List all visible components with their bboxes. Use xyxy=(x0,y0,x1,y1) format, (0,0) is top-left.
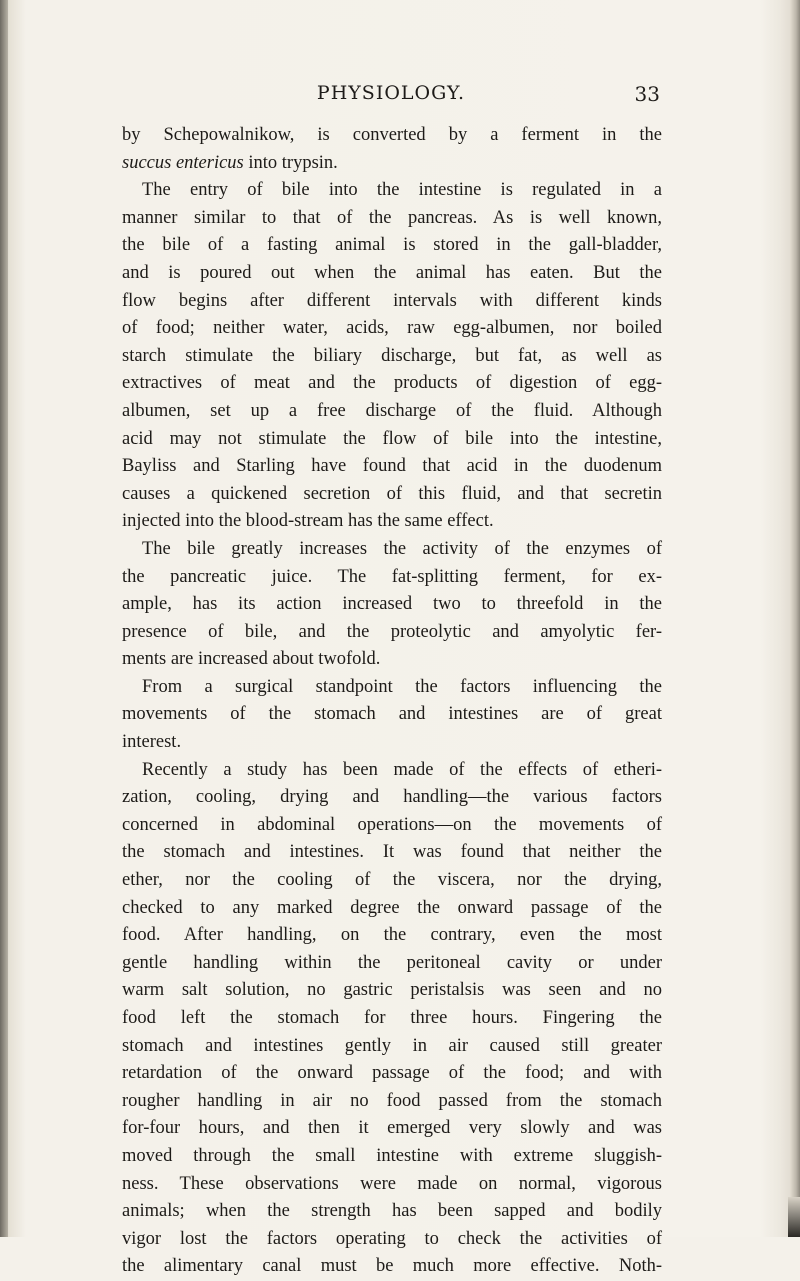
text-line: The entry of bile into the intestine is regulated in a xyxy=(142,180,662,201)
text-line: the alimentary canal must be much more effective. Noth- xyxy=(122,1256,662,1277)
text-line: the bile of a fasting animal is stored in the gall-bladder, xyxy=(122,235,662,256)
text-line: From a surgical standpoint the factors influencing the xyxy=(142,676,662,697)
text-line: by Schepowalnikow, is converted by a ferment in the xyxy=(122,125,662,145)
text-line: retardation of the onward passage of the food; and with xyxy=(122,1063,662,1084)
text-line: rougher handling in air no food passed from the stomach xyxy=(122,1090,662,1111)
text-line: movements of the stomach and intestines are of great xyxy=(122,704,662,725)
text-line: extractives of meat and the products of digestion of egg- xyxy=(122,373,662,394)
italic-term: succus entericus xyxy=(122,152,244,173)
text-line: food. After handling, on the contrary, even the most xyxy=(122,925,662,946)
text-line: acid may not stimulate the flow of bile into the intestine, xyxy=(122,428,662,449)
text-line xyxy=(122,150,662,178)
text-line: albumen, set up a free discharge of the fluid. Although xyxy=(122,400,662,421)
text-line: Recently a study has been made of the effects of etheri- xyxy=(142,759,662,780)
text-line: presence of bile, and the proteolytic and amyolytic fer- xyxy=(122,621,662,642)
page-binding-edge xyxy=(0,0,8,1237)
text-line: flow begins after different intervals with different kinds xyxy=(122,290,662,311)
text-line: animals; when the strength has been sapped and bodily xyxy=(122,1201,662,1222)
text-line: and is poured out when the animal has eaten. But the xyxy=(122,262,662,283)
text-line: the stomach and intestines. It was found that neither the xyxy=(122,842,662,863)
text-line: warm salt solution, no gastric peristalsis was seen and no xyxy=(122,980,662,1001)
text-line: food left the stomach for three hours. Fingering the xyxy=(122,1008,662,1028)
text-line: ments are increased about twofold. xyxy=(122,649,381,670)
text-line: causes a quickened secretion of this fluid, and that secretin xyxy=(122,483,662,504)
text-line: concerned in abdominal operations—on the movements of xyxy=(122,814,662,835)
text-line: starch stimulate the biliary discharge, but fat, as well as xyxy=(122,345,662,366)
text-line: gentle handling within the peritoneal cavity or under xyxy=(122,952,662,973)
text-line: ether, nor the cooling of the viscera, nor the drying, xyxy=(122,870,662,891)
text-line: interest. xyxy=(122,732,182,753)
running-title: PHYSIOLOGY. xyxy=(316,82,466,104)
page-corner-shadow xyxy=(788,1197,800,1237)
page-outer-edge xyxy=(790,0,800,1237)
text-line: for-four hours, and then it emerged very slowly and was xyxy=(122,1118,662,1139)
text-line: stomach and intestines gently in air caused still greater xyxy=(122,1035,662,1056)
text-line: injected into the blood-stream has the same effect. xyxy=(122,511,494,532)
text-line: zation, cooling, drying and handling—the various factors xyxy=(122,787,662,808)
text-line: the pancreatic juice. The fat-splitting ferment, for ex- xyxy=(122,566,662,587)
text-line: Bayliss and Starling have found that acid in the duodenum xyxy=(122,456,662,477)
page-number: 33 xyxy=(634,82,660,106)
text-line: manner similar to that of the pancreas. As is well known, xyxy=(122,207,662,228)
text-line: checked to any marked degree the onward passage of the xyxy=(122,897,662,918)
text-line: The bile greatly increases the activity of the enzymes of xyxy=(142,538,662,559)
text-line: vigor lost the factors operating to check the activities of xyxy=(122,1228,662,1249)
text-line: of food; neither water, acids, raw egg-albumen, nor boiled xyxy=(122,318,662,339)
text-line: moved through the small intestine with extreme sluggish- xyxy=(122,1145,662,1166)
body-text xyxy=(122,122,662,1281)
page-header xyxy=(122,82,660,108)
text-line: ness. These observations were made on normal, vigorous xyxy=(122,1173,662,1194)
text-line: ample, has its action increased two to threefold in the xyxy=(122,594,662,615)
line-text: into trypsin. xyxy=(243,152,338,173)
